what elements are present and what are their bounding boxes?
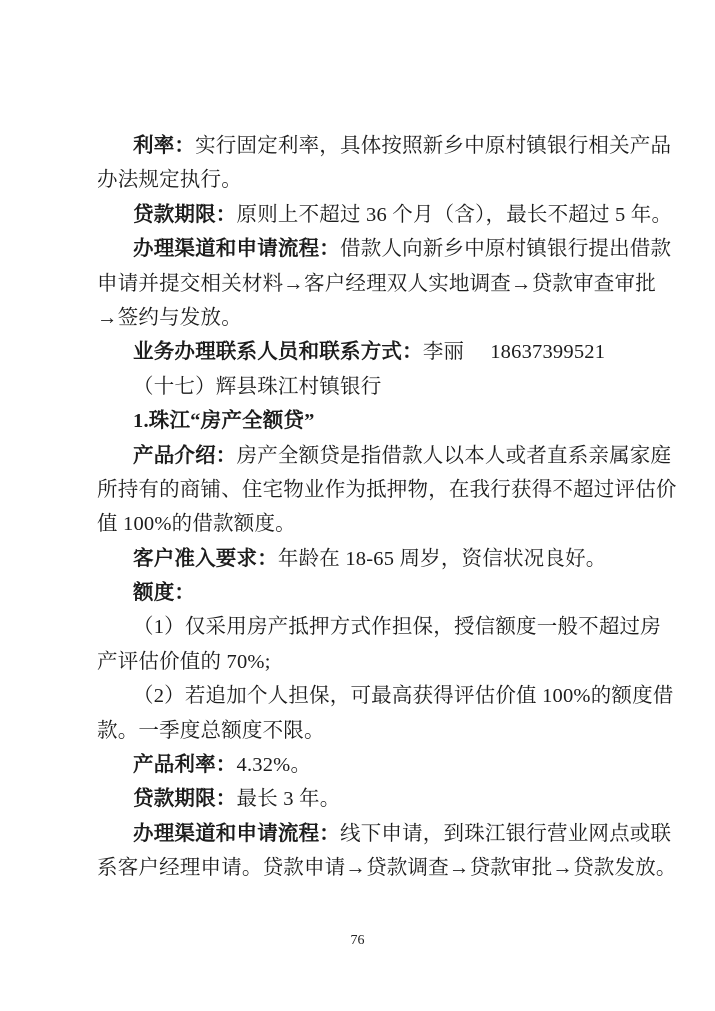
body-text: 李丽 18637399521 xyxy=(422,341,606,364)
document-content xyxy=(97,129,677,886)
document-line xyxy=(97,610,661,644)
label-text: 办理渠道和申请流程： xyxy=(133,238,340,261)
body-text: 最长 3 年。 xyxy=(236,788,341,811)
document-line xyxy=(97,645,637,679)
document-line xyxy=(97,129,672,163)
document-line xyxy=(97,163,637,197)
document-line xyxy=(97,851,677,885)
body-text: 所持有的商铺、住宅物业作为抵押物，在我行获得不超过评估价 xyxy=(97,478,677,501)
body-text: 线下申请，到珠江银行营业网点或联 xyxy=(340,822,672,845)
document-line xyxy=(97,404,637,438)
body-text: 申请并提交相关材料→客户经理双人实地调查→贷款审查审批 xyxy=(97,272,656,295)
body-text: 款。一季度总额度不限。 xyxy=(97,719,325,742)
document-line xyxy=(97,679,674,713)
document-line xyxy=(97,267,656,301)
body-text: 原则上不超过 36 个月（含），最长不超过 5 年。 xyxy=(236,203,673,226)
body-text: 借款人向新乡中原村镇银行提出借款 xyxy=(340,238,672,261)
document-line xyxy=(97,817,672,851)
body-text: →签约与发放。 xyxy=(97,306,242,329)
body-text: 产评估价值的 70%; xyxy=(97,650,271,673)
label-text: 利率： xyxy=(133,135,196,157)
label-text: 1.珠江“房产全额贷” xyxy=(133,410,315,433)
document-line xyxy=(97,542,637,576)
document-line xyxy=(97,576,637,610)
page-number: 76 xyxy=(350,933,365,948)
document-line xyxy=(97,714,637,748)
body-text: （十七）辉县珠江村镇银行 xyxy=(133,375,382,398)
label-text: 客户准入要求： xyxy=(133,547,278,570)
document-line xyxy=(97,507,637,541)
document-line xyxy=(97,370,637,404)
document-line xyxy=(97,335,637,369)
document-line xyxy=(97,301,637,335)
body-text: 4.32%。 xyxy=(236,754,312,777)
body-text: 房产全额贷是指借款人以本人或者直系亲属家庭 xyxy=(236,444,672,467)
label-text: 产品利率： xyxy=(133,754,237,777)
document-line xyxy=(97,439,672,473)
document-line xyxy=(97,748,637,782)
body-text: 办法规定执行。 xyxy=(97,169,242,192)
label-text: 办理渠道和申请流程： xyxy=(133,822,340,845)
label-text: 贷款期限： xyxy=(133,203,237,226)
body-text: 年龄在 18-65 周岁，资信状况良好。 xyxy=(277,547,607,570)
document-line xyxy=(97,782,637,816)
body-text: 系客户经理申请。贷款申请→贷款调查→贷款审批→贷款发放。 xyxy=(97,857,677,880)
label-text: 贷款期限： xyxy=(133,788,237,811)
label-text: 业务办理联系人员和联系方式： xyxy=(133,341,423,364)
label-text: 额度： xyxy=(133,582,196,605)
document-line xyxy=(97,473,677,507)
body-text: （1）仅采用房产抵押方式作担保，授信额度一般不超过房 xyxy=(133,616,661,639)
document-line xyxy=(97,232,672,266)
label-text: 产品介绍： xyxy=(133,444,237,467)
body-text: 值 100%的借款额度。 xyxy=(97,513,296,536)
body-text: （2）若追加个人担保，可最高获得评估价值 100%的额度借 xyxy=(133,685,674,708)
document-line xyxy=(97,198,673,232)
body-text: 实行固定利率，具体按照新乡中原村镇银行相关产品 xyxy=(195,135,672,157)
